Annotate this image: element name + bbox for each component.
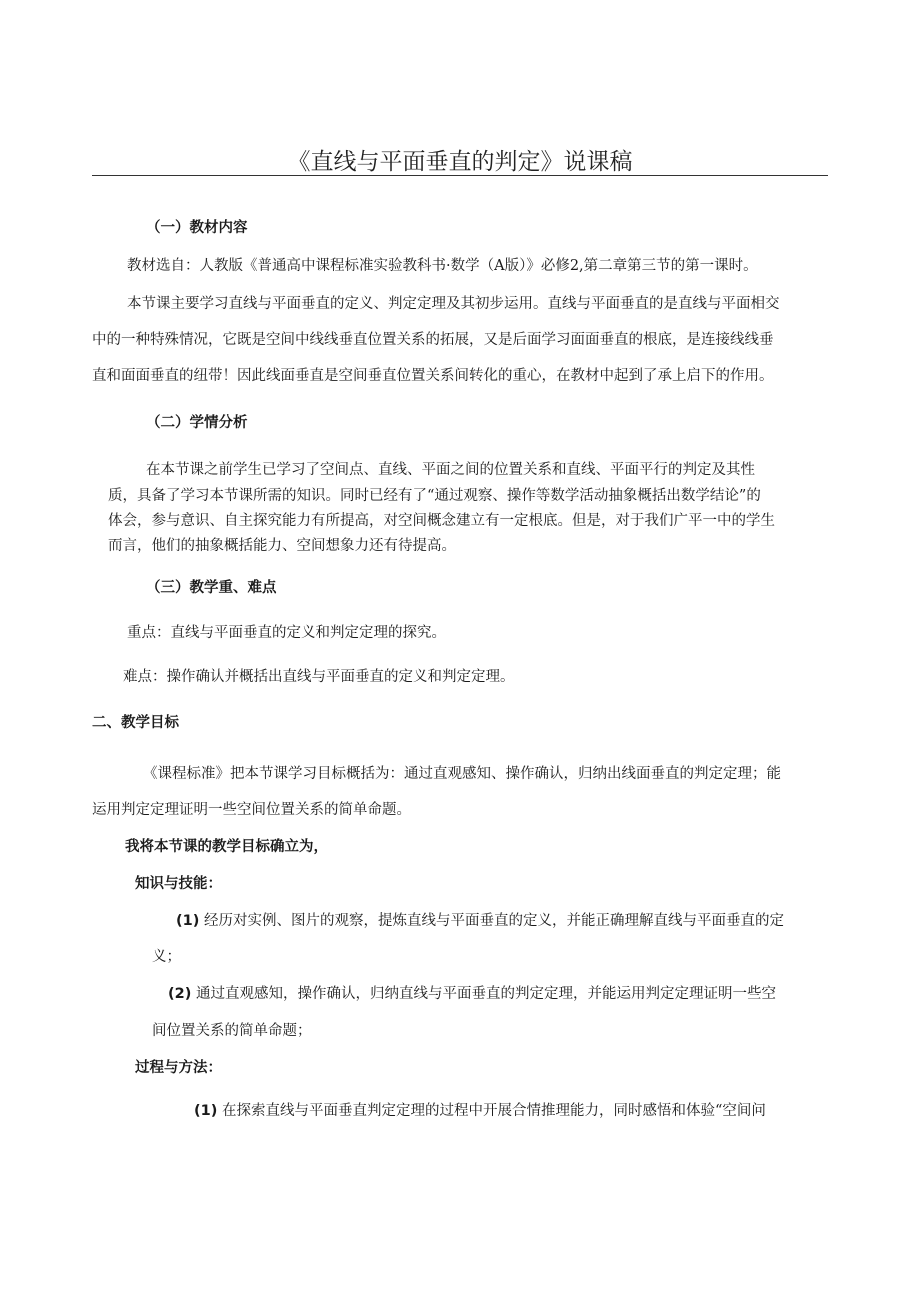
learner-paragraph-line: 质，具备了学习本节课所需的知识。同时已经有了“通过观察、操作等数学活动抽象概括出数学结论”的: [108, 488, 761, 504]
knowledge-item-1: [176, 911, 784, 931]
knowledge-item-1-continuation: 义；: [152, 949, 181, 965]
process-method-heading: 过程与方法：: [135, 1060, 222, 1076]
section-heading-learner-analysis: （二）学情分析: [146, 415, 248, 431]
learner-paragraph-line: 体会，参与意识、自主探究能力有所提高，对空间概念建立有一定根底。但是，对于我们广平一中的学生: [108, 513, 775, 529]
difficult-point-text: 难点：操作确认并概括出直线与平面垂直的定义和判定定理。: [123, 669, 515, 685]
item-number: (1): [194, 1103, 218, 1119]
item-text: 通过直观感知，操作确认，归纳直线与平面垂直的判定定理，并能运用判定定理证明一些空: [195, 986, 776, 1002]
goals-paragraph-line: 《课程标准》把本节课学习目标概括为：通过直观感知、操作确认，归纳出线面垂直的判定定理；能: [143, 766, 781, 782]
title-divider: [92, 175, 828, 176]
section-heading-textbook-content: （一）教材内容: [146, 220, 248, 236]
section-heading-teaching-goals: 二、教学目标: [92, 715, 179, 731]
learner-paragraph-line: 而言，他们的抽象概括能力、空间想象力还有待提高。: [108, 538, 456, 554]
goals-paragraph-line: 运用判定定理证明一些空间位置关系的简单命题。: [92, 802, 411, 818]
knowledge-item-2-continuation: 间位置关系的简单命题；: [152, 1023, 312, 1039]
item-text: 经历对实例、图片的观察，提炼直线与平面垂直的定义，并能正确理解直线与平面垂直的定: [203, 913, 784, 929]
goals-intro: 我将本节课的教学目标确立为，: [125, 839, 328, 855]
item-number: (2): [168, 986, 192, 1002]
knowledge-item-2: [168, 984, 776, 1004]
process-item-1: [194, 1101, 766, 1121]
textbook-paragraph-line: 中的一种特殊情况，它既是空间中线线垂直位置关系的拓展，又是后面学习面面垂直的根底，是连接线线垂: [92, 332, 774, 348]
textbook-source-paragraph: 教材选自：人教版《普通高中课程标准实验教科书·数学（A版）》必修2,第二章第三节的第一课时。: [127, 258, 758, 274]
section-heading-key-points: （三）教学重、难点: [146, 580, 277, 596]
page-title: 《直线与平面垂直的判定》说课稿: [287, 149, 633, 175]
item-number: (1): [176, 913, 200, 929]
textbook-paragraph-line: 本节课主要学习直线与平面垂直的定义、判定定理及其初步运用。直线与平面垂直的是直线与平面相交: [127, 296, 780, 312]
textbook-paragraph-line: 直和面面垂直的纽带！因此线面垂直是空间垂直位置关系间转化的重心，在教材中起到了承上启下的作用。: [92, 368, 774, 384]
item-text: 在探索直线与平面垂直判定定理的过程中开展合情推理能力，同时感悟和体验“空间问: [221, 1103, 766, 1119]
learner-paragraph-line: 在本节课之前学生已学习了空间点、直线、平面之间的位置关系和直线、平面平行的判定及其性: [146, 462, 755, 478]
knowledge-skills-heading: 知识与技能：: [135, 876, 222, 892]
key-point-text: 重点：直线与平面垂直的定义和判定定理的探究。: [127, 625, 446, 641]
